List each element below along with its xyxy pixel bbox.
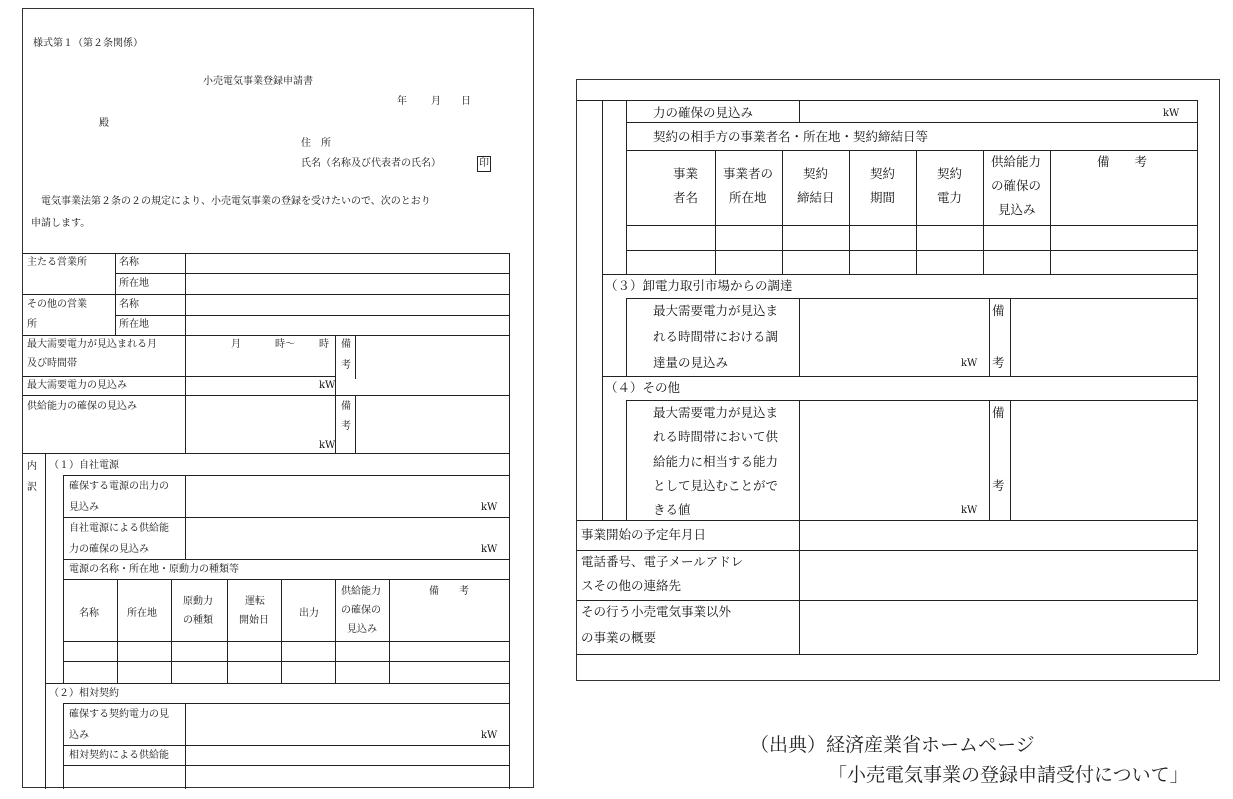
max-demand-month-label-2: 及び時間帯 bbox=[27, 358, 77, 369]
contract-supply-label: 相対契約による供給能 bbox=[69, 750, 169, 761]
source-info-label: 電源の名称・所在地・原動力の種類等 bbox=[69, 564, 239, 575]
other-line-2: れる時間帯において供 bbox=[653, 429, 779, 444]
main-office-location-cell: 所在地 bbox=[119, 278, 149, 289]
col-supply-3: 見込み bbox=[347, 624, 377, 635]
supply-capacity-label: 供給能力の確保の見込み bbox=[27, 401, 137, 412]
kw-unit: kW bbox=[961, 505, 978, 516]
address-label: 住 所 bbox=[301, 138, 331, 149]
other-line-3: 給能力に相当する能力 bbox=[653, 454, 779, 469]
col-remarks: 備 考 bbox=[429, 586, 469, 597]
col-supply-2: の確保の bbox=[991, 178, 1042, 193]
other-office-location-cell: 所在地 bbox=[119, 319, 149, 330]
capacity-row-label: 力の確保の見込み bbox=[653, 105, 754, 120]
kw-unit: kW bbox=[319, 440, 336, 451]
wholesale-line-2: れる時間帯における調 bbox=[653, 329, 779, 344]
other-line-4: として見込むことがで bbox=[653, 478, 779, 493]
contact-label-2: スその他の連絡先 bbox=[581, 578, 682, 593]
kw-unit: kW bbox=[1163, 108, 1180, 119]
own-output-2: 見込み bbox=[69, 502, 99, 513]
start-date-label: 事業開始の予定年月日 bbox=[581, 527, 707, 542]
other-business-label-2: の事業の概要 bbox=[581, 630, 657, 645]
col-date-1: 契約 bbox=[803, 166, 829, 181]
kw-unit: kW bbox=[481, 502, 498, 513]
other-line-1: 最大需要電力が見込ま bbox=[653, 405, 779, 420]
intro-line-1: 電気事業法第２条の２の規定により、小売電気事業の登録を受けたいので、次のとおり bbox=[41, 196, 431, 207]
col-motive-1: 原動力 bbox=[183, 596, 213, 607]
max-demand-month-label-1: 最大需要電力が見込まれる月 bbox=[27, 339, 157, 350]
seal-box: 印 bbox=[477, 156, 491, 172]
contract-power-1: 確保する契約電力の見 bbox=[69, 709, 169, 720]
own-supply-2: 力の確保の見込み bbox=[69, 544, 149, 555]
col-date-2: 締結日 bbox=[797, 190, 835, 205]
hour-to: 時 bbox=[319, 339, 329, 350]
col-supply-3: 見込み bbox=[998, 202, 1036, 217]
main-office-name-cell: 名称 bbox=[119, 257, 139, 268]
other-business-label-1: その行う小売電気事業以外 bbox=[581, 604, 732, 619]
wholesale-line-3: 達量の見込み bbox=[653, 355, 729, 370]
other-office-name-cell: 名称 bbox=[119, 299, 139, 310]
other-office-label-2: 所 bbox=[27, 319, 37, 330]
col-name: 名称 bbox=[79, 608, 99, 619]
contact-label-1: 電話番号、電子メールアドレ bbox=[581, 554, 744, 569]
kw-unit: kW bbox=[319, 380, 336, 391]
breakdown-label-2: 訳 bbox=[27, 482, 37, 493]
col-power-1: 契約 bbox=[937, 166, 963, 181]
own-supply-1: 自社電源による供給能 bbox=[69, 523, 169, 534]
addressee: 殿 bbox=[99, 118, 109, 129]
col-location-1: 事業者の bbox=[723, 166, 774, 181]
remarks-1b: 考 bbox=[341, 360, 351, 371]
kw-unit: kW bbox=[481, 730, 498, 741]
col-period-2: 期間 bbox=[870, 190, 896, 205]
contract-power-2: 込み bbox=[69, 730, 89, 741]
name-label: 氏名（名称及び代表者の氏名） bbox=[301, 158, 441, 169]
breakdown-label-1: 内 bbox=[27, 461, 37, 472]
counterparty-label: 契約の相手方の事業者名・所在地・契約締結日等 bbox=[653, 129, 929, 144]
source-line-2: 「小売電気事業の登録申請受付について」 bbox=[828, 764, 1189, 786]
col-operator-1: 事業 bbox=[673, 166, 699, 181]
col-location: 所在地 bbox=[127, 608, 157, 619]
col-remarks: 備 考 bbox=[1097, 154, 1148, 169]
kw-unit: kW bbox=[481, 544, 498, 555]
other-office-label-1: その他の営業 bbox=[27, 299, 87, 310]
col-operator-2: 者名 bbox=[673, 190, 699, 205]
col-start-1: 運転 bbox=[245, 596, 265, 607]
contract-heading: （２）相対契約 bbox=[49, 688, 119, 699]
other-heading: （４）その他 bbox=[605, 380, 681, 395]
date-day: 日 bbox=[461, 96, 471, 107]
remarks-2b: 考 bbox=[341, 421, 351, 432]
other-line-5: きる値 bbox=[653, 502, 691, 517]
col-supply-1: 供給能力 bbox=[991, 154, 1042, 169]
col-location-2: 所在地 bbox=[729, 190, 767, 205]
form-title: 小売電気事業登録申請書 bbox=[203, 76, 313, 87]
col-output: 出力 bbox=[299, 608, 319, 619]
own-source-heading: （１）自社電源 bbox=[49, 460, 119, 471]
source-line-1: （出典）経済産業省ホームページ bbox=[750, 734, 1035, 756]
max-demand-estimate-label: 最大需要電力の見込み bbox=[27, 380, 127, 391]
col-period-1: 契約 bbox=[870, 166, 896, 181]
month-unit: 月 bbox=[231, 339, 241, 350]
col-supply-1: 供給能力 bbox=[341, 586, 381, 597]
col-power-2: 電力 bbox=[937, 190, 963, 205]
intro-line-2: 申請します。 bbox=[31, 218, 91, 229]
col-start-2: 開始日 bbox=[239, 615, 269, 626]
main-office-label: 主たる営業所 bbox=[27, 257, 87, 268]
col-motive-2: の種類 bbox=[183, 615, 213, 626]
wholesale-line-1: 最大需要電力が見込ま bbox=[653, 303, 779, 318]
own-output-1: 確保する電源の出力の bbox=[69, 481, 169, 492]
remarks-3a: 備 bbox=[992, 303, 1005, 318]
form-label: 様式第１（第２条関係） bbox=[33, 38, 143, 49]
date-year: 年 bbox=[397, 96, 407, 107]
form-page-1 bbox=[22, 8, 534, 788]
kw-unit: kW bbox=[961, 358, 978, 369]
form-page-2 bbox=[576, 79, 1220, 681]
date-month: 月 bbox=[431, 96, 441, 107]
remarks-4b: 考 bbox=[992, 478, 1005, 493]
remarks-2a: 備 bbox=[341, 401, 351, 412]
wholesale-heading: （３）卸電力取引市場からの調達 bbox=[605, 278, 793, 293]
remarks-3b: 考 bbox=[992, 355, 1005, 370]
remarks-4a: 備 bbox=[992, 405, 1005, 420]
hour-from: 時～ bbox=[275, 339, 295, 350]
col-supply-2: の確保の bbox=[341, 605, 381, 616]
remarks-1a: 備 bbox=[341, 339, 351, 350]
